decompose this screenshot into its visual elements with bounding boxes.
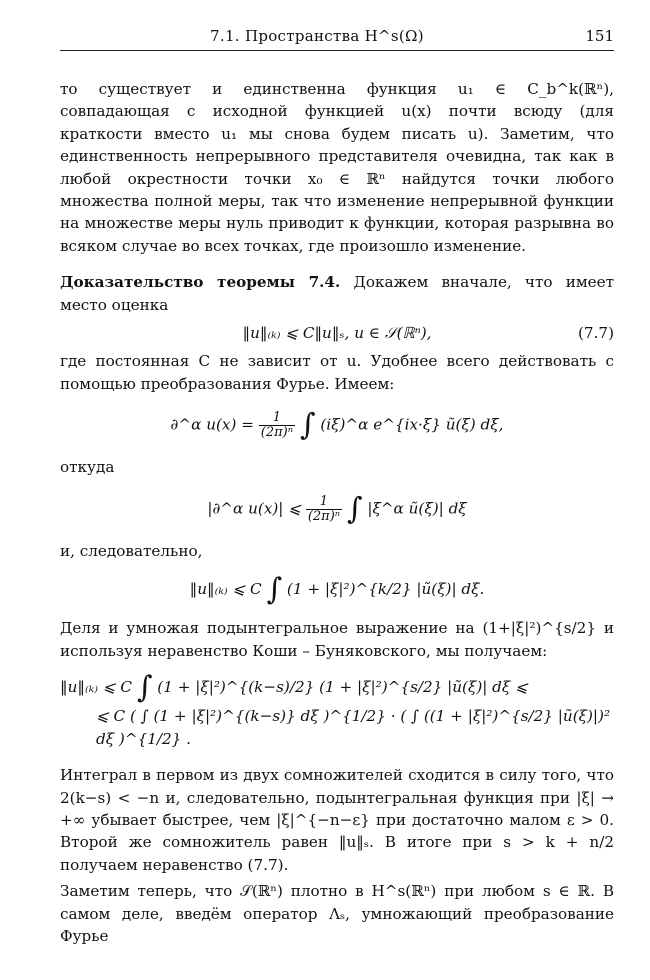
- eq4-line1-lhs: ‖u‖₍ₖ₎ ⩽ C: [60, 678, 132, 697]
- paragraph-2: где постоянная C не зависит от u. Удобнее всего действовать с помощью преобразования Фурье. Имеем:: [60, 352, 614, 393]
- equation-norm-bound: [60, 571, 614, 607]
- eq2-fraction: [306, 495, 342, 524]
- header-title: 7.1. Пространства H^s(Ω): [210, 27, 424, 45]
- eq2-rhs: |ξ^α ũ(ξ)| dξ: [367, 499, 467, 518]
- paragraph-4: Интеграл в первом из двух сомножителей сходится в силу того, что 2(k−s) < −n и, следовательно, подынтегральная функция при |ξ| → +∞ убывает быстрее, чем |ξ|^{−n−ε} при достаточно малом ε > 0. Второй же сомножитель равен ‖u‖ₛ. В итоге при s > k + n/2 получаем неравенство (7.7).: [60, 766, 614, 874]
- eq3-rhs: (1 + |ξ|²)^{k/2} |ũ(ξ)| dξ.: [286, 580, 485, 599]
- eq1-lhs: ∂^α u(x) =: [170, 415, 254, 434]
- eq1-fraction: [259, 411, 295, 440]
- eq4-line1-rhs: (1 + |ξ|²)^{(k−s)/2} (1 + |ξ|²)^{s/2} |ũ(ξ)| dξ ⩽: [157, 678, 528, 697]
- paragraph-5: Заметим теперь, что 𝒮(ℝⁿ) плотно в H^s(ℝⁿ) при любом s ∈ ℝ. В самом деле, введём оператор Λₛ, умножающий преобразование Фурье: [60, 882, 614, 945]
- integral-sign: ∫: [266, 571, 283, 607]
- equation-derivative-bound: [60, 490, 614, 526]
- equation-7-7-formula: ‖u‖₍ₖ₎ ⩽ C‖u‖ₛ, u ∈ 𝒮(ℝⁿ),: [242, 324, 432, 343]
- page-number: 151: [585, 27, 614, 45]
- eq1-denominator: (2π)ⁿ: [260, 425, 294, 441]
- eq4-line2: ⩽ C ( ∫ (1 + |ξ|²)^{(k−s)} dξ )^{1/2} · ( ∫ ((1 + |ξ|²)^{s/2} |ũ(ξ)|)² dξ )^{1/2} .: [96, 707, 611, 748]
- integral-sign: ∫: [346, 490, 363, 526]
- proof-heading: Доказательство теоремы 7.4.: [60, 273, 341, 292]
- equation-cauchy-line-1: [60, 669, 614, 705]
- paragraph-1: то существует и единственна функция u₁ ∈ C_b^k(ℝⁿ), совпадающая с исходной функцией u(x) почти всюду (для краткости вместо u₁ мы снова будем писать u). Заметим, что единственность непрерывного представителя очевидна, так как в любой окрестности точки x₀ ∈ ℝⁿ найдутся точки любого множества полной меры, так что изменение непрерывной функции на множестве меры нуль приводит к функции, которая разрывна во всяком случае во всех точках, где произошло изменение.: [60, 80, 614, 255]
- running-header: [60, 22, 614, 51]
- eq2-numerator: 1: [306, 495, 342, 510]
- equation-7-7-number: (7.7): [577, 324, 614, 343]
- equation-cauchy-line-2: [60, 705, 614, 750]
- eq2-lhs: |∂^α u(x)| ⩽: [207, 499, 301, 518]
- page-body: [60, 78, 614, 947]
- integral-sign: ∫: [299, 407, 316, 443]
- label-otkuda: откуда: [60, 458, 115, 477]
- proof-paragraph: [60, 271, 614, 316]
- label-sledovatelno: и, следовательно,: [60, 541, 203, 560]
- paragraph-3: Деля и умножая подынтегральное выражение на (1+|ξ|²)^{s/2} и используя неравенство Коши – Буняковского, мы получаем:: [60, 619, 614, 660]
- eq1-numerator: 1: [259, 411, 295, 426]
- equation-derivative: [60, 407, 614, 443]
- eq2-denominator: (2π)ⁿ: [307, 508, 341, 524]
- eq1-rhs: (iξ)^α e^{ix·ξ} ũ(ξ) dξ,: [320, 415, 504, 434]
- eq3-lhs: ‖u‖₍ₖ₎ ⩽ C: [189, 580, 262, 599]
- proof-intro: Докажем вначале, что имеет место оценка: [60, 273, 615, 314]
- equation-7-7: [60, 322, 614, 344]
- integral-sign: ∫: [136, 669, 153, 705]
